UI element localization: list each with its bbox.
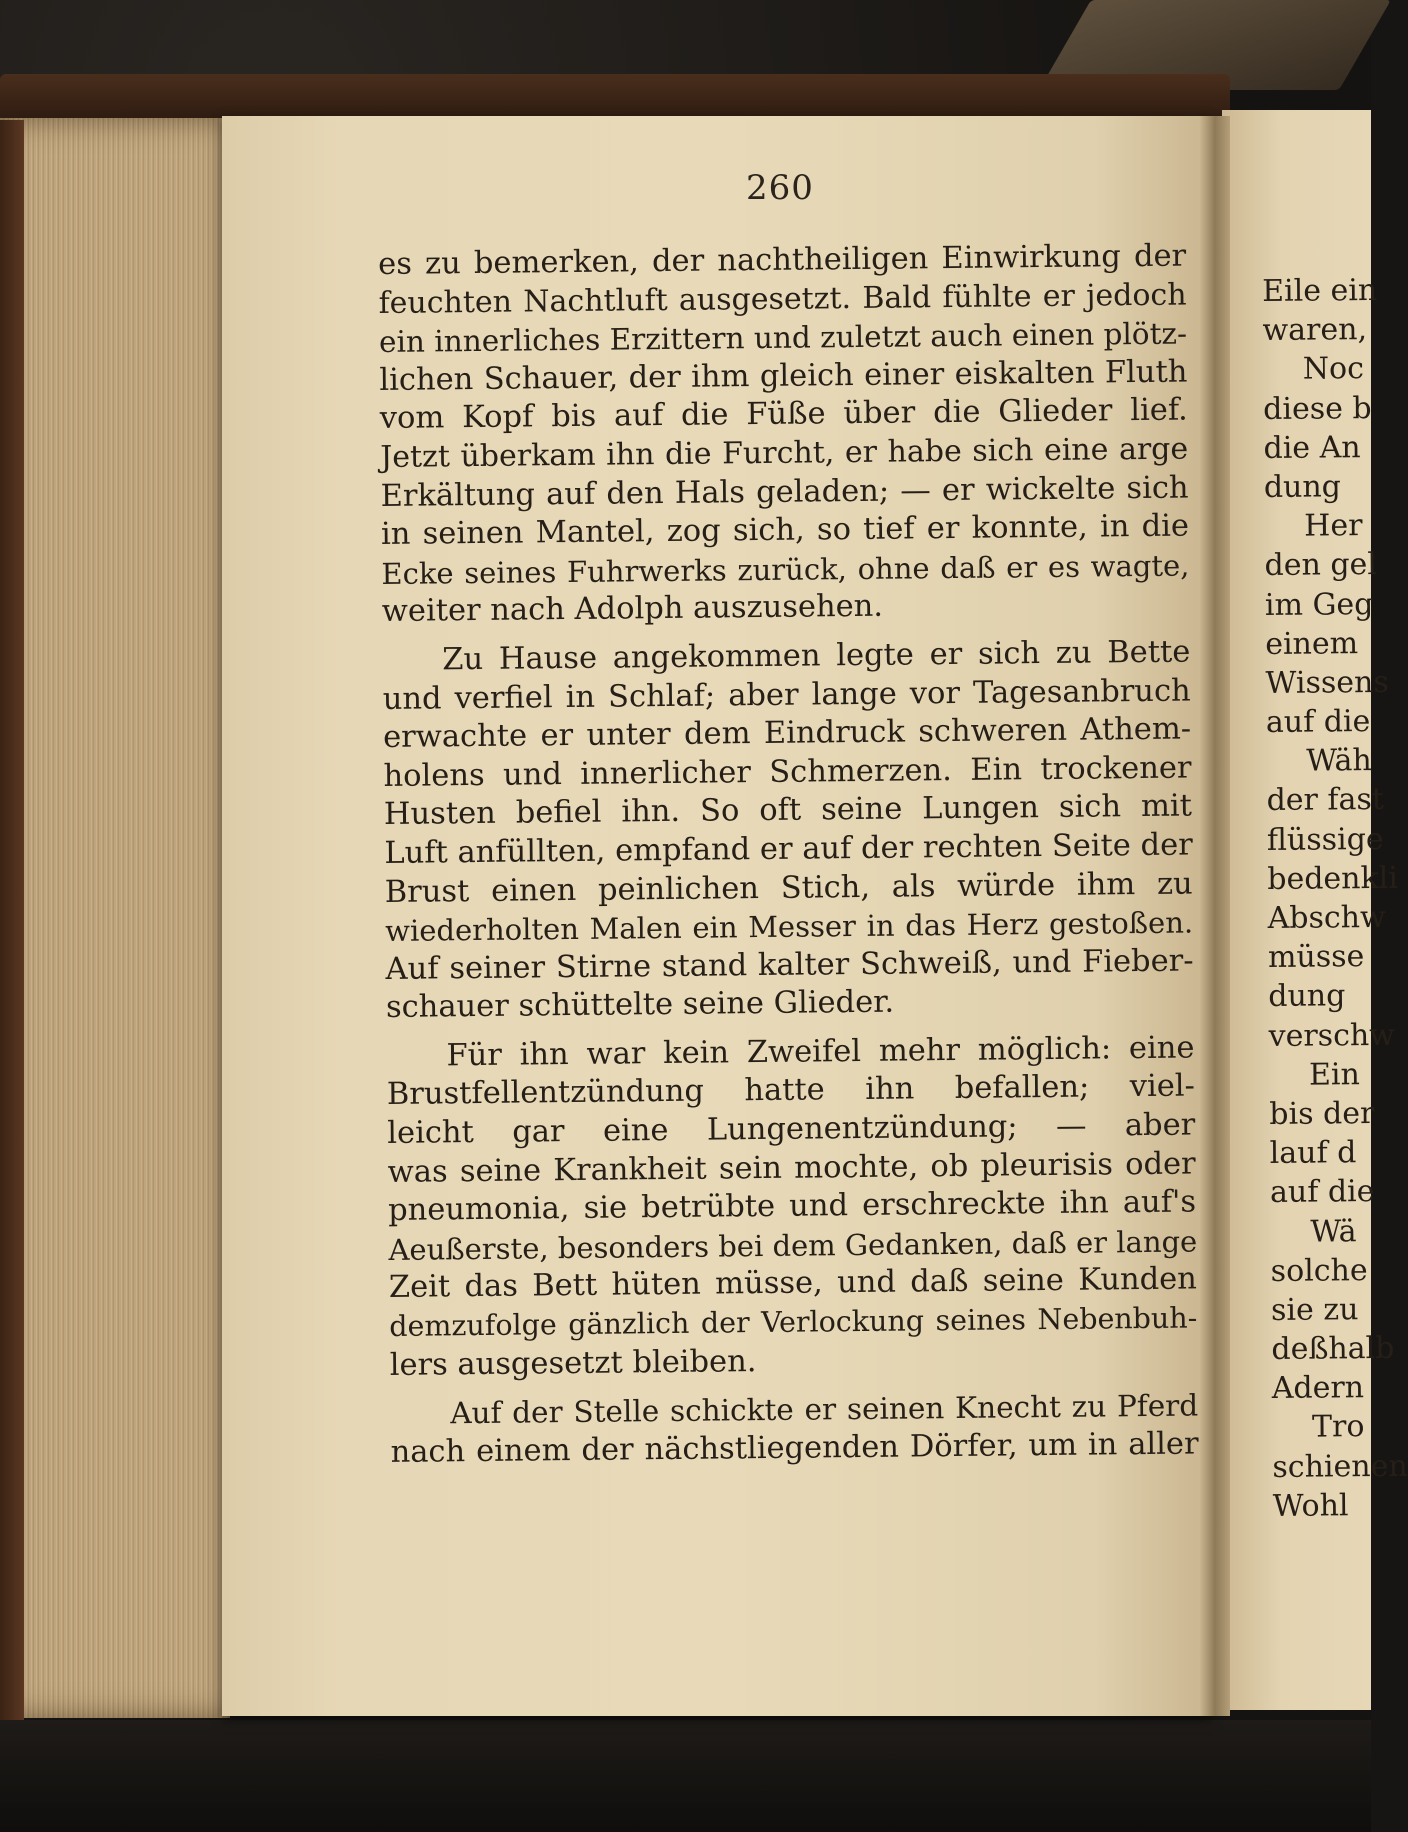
text-line: Her <box>1304 508 1363 544</box>
cloth-fold <box>0 1720 1371 1832</box>
text-line: Jetzt überkam ihn die Furcht, er habe sich eine arge <box>380 431 1189 475</box>
text-line: dung <box>1263 469 1342 505</box>
text-line: lauf d <box>1269 1135 1357 1172</box>
text-line: Luft anfüllten, empfand er auf der rechten Seite der <box>384 827 1193 871</box>
text-line: deßhalb <box>1271 1330 1395 1368</box>
text-line: auf die <box>1265 704 1371 741</box>
text-line: Erkältung auf den Hals geladen; — er wickelte sich <box>380 470 1189 514</box>
text-line: den gel <box>1264 547 1378 584</box>
text-line: Abschw <box>1267 899 1386 936</box>
text-line: diese b <box>1263 390 1372 427</box>
text-line: demzufolge gänzlich der Verlockung seines Nebenbuh- <box>389 1301 1198 1343</box>
text-line: ein innerliches Erzittern und zuletzt auch einen plötz- <box>378 316 1188 360</box>
text-line: lichen Schauer, der ihm gleich einer eiskalten Fluth <box>379 354 1188 398</box>
text-line: waren, <box>1262 312 1368 349</box>
text-line: verschw <box>1268 1017 1396 1054</box>
text-line: schauer schüttelte seine Glieder. <box>385 984 895 1026</box>
text-line: Auf seiner Stirne stand kalter Schweiß, und Fieber- <box>385 943 1194 987</box>
text-line: Brust einen peinlichen Stich, als würde ihm zu <box>384 866 1193 910</box>
text-line: einem <box>1265 625 1359 662</box>
text-line: müsse <box>1267 939 1365 976</box>
text-line: holens und innerlicher Schmerzen. Ein trockener <box>383 750 1192 794</box>
text-line: Wä <box>1310 1213 1357 1250</box>
right-page-text <box>1262 271 1408 1526</box>
text-line: in seinen Mantel, zog sich, so tief er konnte, in die <box>380 508 1190 553</box>
text-line: auf die <box>1269 1174 1375 1211</box>
text-line: dung <box>1268 978 1346 1015</box>
text-line: bis der <box>1269 1095 1375 1132</box>
text-line: Für ihn war kein Zweifel mehr möglich: eine <box>446 1030 1195 1074</box>
text-line: Zeit das Bett hüten müsse, und daß seine Kunden <box>388 1261 1198 1306</box>
text-line: Tro <box>1311 1409 1365 1446</box>
body-text <box>378 238 1199 1473</box>
page-number: 260 <box>746 168 814 208</box>
text-line: Zu Hause angekommen legte er sich zu Bette <box>442 634 1191 678</box>
text-line: Ecke seines Fuhrwerks zurück, ohne daß er es wagte, <box>381 548 1190 591</box>
text-line: wiederholten Malen ein Messer in das Herz gestoßen. <box>384 905 1194 949</box>
text-line: was seine Krankheit sein mochte, ob pleurisis oder <box>387 1146 1196 1190</box>
text-line: weiter nach Adolph auszusehen. <box>381 589 884 630</box>
text-line: und verfiel in Schlaf; aber lange vor Tagesanbruch <box>382 673 1191 717</box>
text-line: bedenkli <box>1267 860 1399 897</box>
text-line: Wissens <box>1265 664 1389 701</box>
text-line: Husten befiel ihn. So oft seine Lungen sich mit <box>383 788 1193 833</box>
text-line: es zu bemerken, der nachtheiligen Einwirkung der <box>378 238 1187 282</box>
text-line: feuchten Nachtluft ausgesetzt. Bald fühlte er jedoch <box>378 277 1187 321</box>
text-line: die An <box>1263 429 1361 466</box>
text-line: erwachte er unter dem Eindruck schweren Athem- <box>382 711 1192 756</box>
text-line: Ein <box>1308 1056 1360 1093</box>
text-line: pneumonia, sie betrübte und erschreckte ihn auf's <box>387 1184 1197 1229</box>
text-line: Adern <box>1271 1370 1365 1407</box>
text-line: nach einem der nächstliegenden Dörfer, um in aller <box>390 1426 1199 1470</box>
page-block-edges <box>0 118 230 1718</box>
text-line: Wäh <box>1306 743 1372 779</box>
text-line: flüssige <box>1266 821 1384 858</box>
leather-cover-edge <box>0 120 24 1720</box>
text-line: Aeußerste, besonders bei dem Gedanken, daß er lange <box>388 1224 1198 1267</box>
text-line: leicht gar eine Lungenentzündung; — aber <box>387 1107 1196 1152</box>
text-line: Eile ein <box>1262 272 1378 309</box>
text-line: im Geg <box>1264 586 1374 623</box>
text-line: vom Kopf bis auf die Füße über die Glieder lief. <box>379 392 1188 437</box>
text-line: Noc <box>1302 351 1365 388</box>
text-line: lers ausgesetzt bleiben. <box>389 1343 757 1383</box>
text-line: sie zu <box>1270 1292 1359 1328</box>
text-line: der fast <box>1266 782 1385 819</box>
text-line: solche <box>1270 1252 1368 1289</box>
text-line: schienen <box>1272 1448 1408 1485</box>
text-line: Auf der Stelle schickte er seinen Knecht zu Pferd <box>450 1388 1199 1431</box>
text-line: Wohl <box>1272 1488 1349 1524</box>
text-line: Brustfellentzündung hatte ihn befallen; viel- <box>386 1068 1196 1113</box>
book-gutter <box>1200 116 1230 1716</box>
